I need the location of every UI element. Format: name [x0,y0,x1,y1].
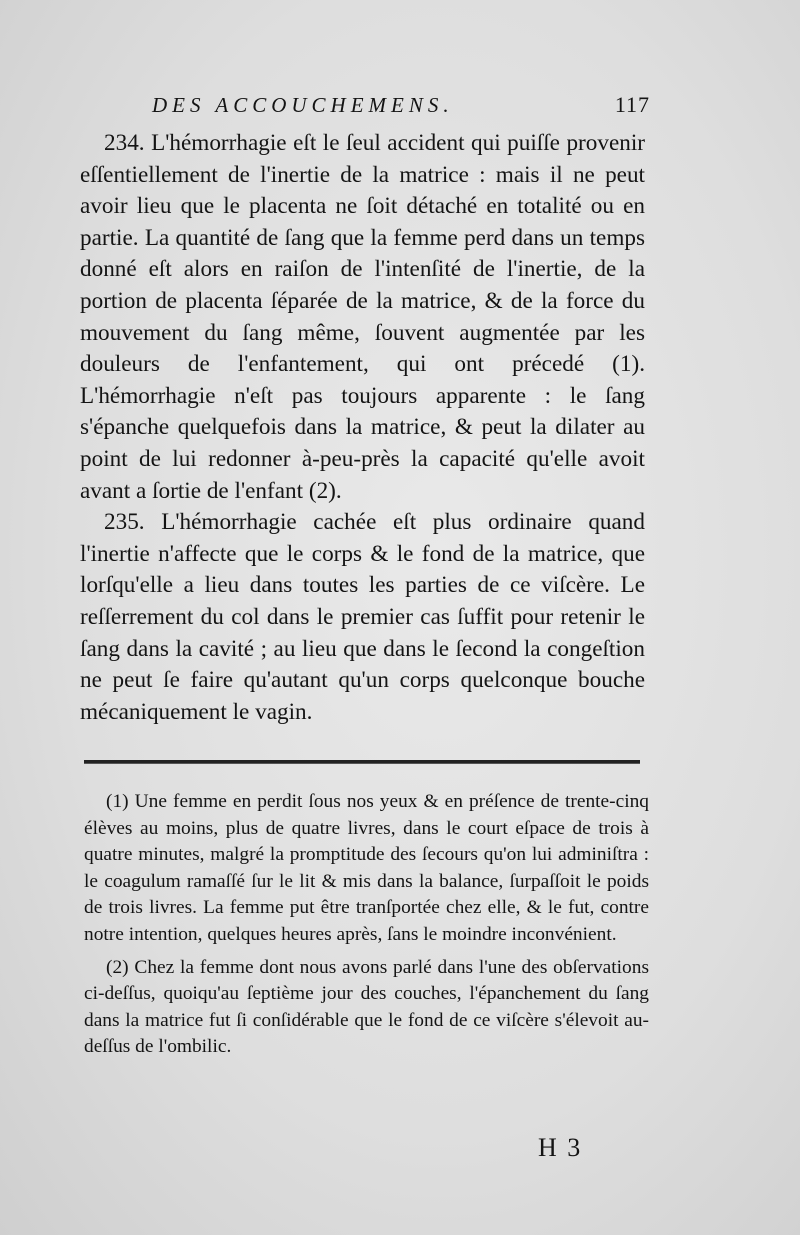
running-title: DES ACCOUCHEMENS. [152,93,454,117]
signature-mark: H 3 [538,1133,583,1162]
paragraph-number: 234. [104,130,145,156]
footnote-marker: (1) [106,791,129,812]
footnote-text: Chez la femme dont nous avons parlé dans l'une des obſervations ci-deſſus, quoiqu'au ſeptième jour des couches, l'épanchement du ſang dans la matrice fut ſi conſidérable que le fond de ce viſcère s'élevoit au-deſſus de l'ombilic. [84,956,649,1058]
paragraph-number: 235. [104,509,145,536]
paragraph-text: L'hémorrhagie cachée eſt plus ordinaire quand l'inertie n'affecte que le corps & le fond de la matrice, que lorſqu'elle a lieu dans toutes les parties de ce viſcère. Le reſſerrement du col dans le premier cas ſuffit pour retenir le ſang dans la cavité ; au lieu que dans le ſecond la congeſtion ne peut ſe faire qu'autant qu'un corps quelconque bouche mécaniquement le vagin. [80,509,645,725]
footnotes [84,789,649,1067]
footnote-2 [84,955,649,1061]
footnote-separator-rule [84,760,640,763]
paragraph-234 [80,128,645,507]
running-header [152,92,650,122]
footnote-marker: (2) [106,956,129,978]
paragraph-235 [80,507,645,728]
main-text [80,128,645,728]
page-number: 117 [614,92,650,117]
footnote-1 [84,789,649,949]
paragraph-text: L'hémorrhagie eſt le ſeul accident qui puiſſe provenir eſſentiellement de l'inertie de la matrice : mais il ne peut avoir lieu que le placenta ne ſoit détaché en totalité ou en partie. La quantité de ſang que la femme perd dans un temps donné eſt alors en raiſon de l'intenſité de l'inertie, de la portion de placenta ſéparée de la matrice, & de la force du mouvement du ſang même, ſouvent augmentée par les douleurs de l'enfantement, qui ont précedé (1). L'hémorrhagie n'eſt pas toujours apparente : le ſang s'épanche quelquefois dans la matrice, & peut la dilater au point de lui redonner à-peu-près la capacité qu'elle avoit avant a ſortie de l'enfant (2). [80,130,645,504]
footnote-text: Une femme en perdit ſous nos yeux & en préſence de trente-cinq élèves au moins, plus de quatre livres, dans le court eſpace de trois à quatre minutes, malgré la promptitude des ſecours qu'on lui adminiſtra : le coagulum ramaſſé ſur le lit & mis dans la balance, ſurpaſſoit le poids de trois livres. La femme put être tranſportée chez elle, & le fut, contre notre intention, quelques heures après, ſans le moindre inconvénient. [84,791,649,945]
